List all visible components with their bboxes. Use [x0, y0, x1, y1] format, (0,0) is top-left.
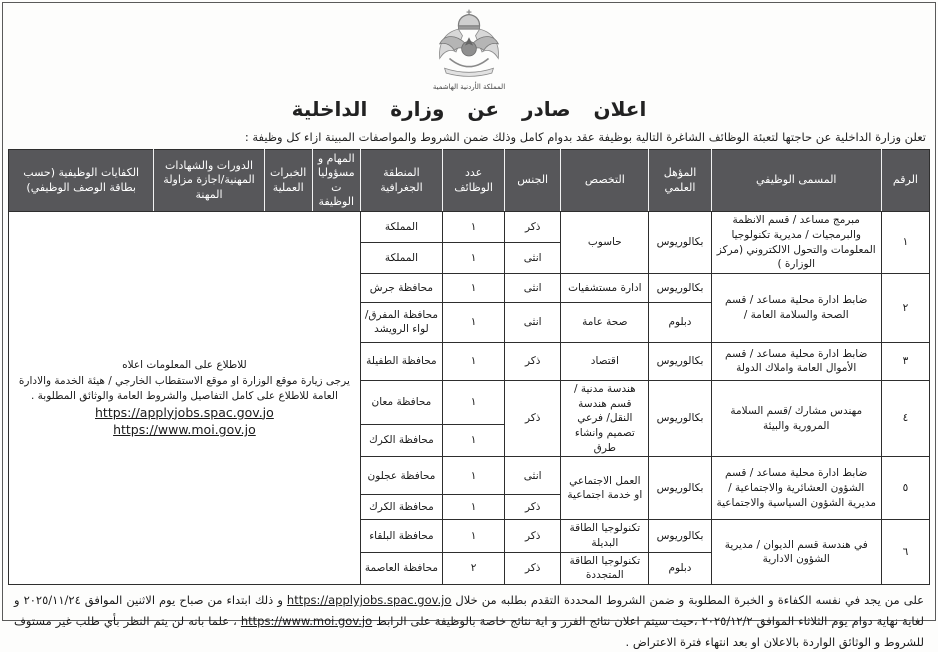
table-cell: بكالوريوس [649, 342, 711, 380]
jordan-coat-of-arms-icon [419, 8, 519, 78]
table-cell: محافظة الكرك [360, 425, 442, 457]
table-cell: ذكر [505, 495, 561, 520]
column-header: عدد الوظائف [443, 150, 505, 212]
table-cell: ذكر [505, 520, 561, 552]
column-header: الدورات والشهادات المهنية/اجازة مزاولة المهنة [154, 150, 264, 212]
table-cell: ١ [443, 212, 505, 243]
table-cell: ٤ [881, 380, 929, 456]
table-cell: محافظة معان [360, 380, 442, 424]
table-cell: ١ [443, 380, 505, 424]
table-cell: ذكر [505, 552, 561, 584]
table-cell: بكالوريوس [649, 380, 711, 456]
moi-footer-link[interactable]: https://www.moi.gov.jo [240, 613, 373, 628]
table-cell: ضابط ادارة محلية مساعد / قسم الصحة والسلامة العامة / [711, 273, 881, 342]
table-cell: ٢ [443, 552, 505, 584]
footer-text-1: على من يجد في نفسه الكفاءة و الخبرة المطلوبة و ضمن الشروط المحددة التقدم بطلبه من خلال [451, 593, 924, 608]
table-cell: ٢ [881, 273, 929, 342]
table-cell: تكنولوجيا الطاقة المتجددة [561, 552, 649, 584]
table-cell: ذكر [505, 212, 561, 243]
table-cell: ١ [443, 495, 505, 520]
footer-paragraph [14, 590, 924, 652]
column-header: الكفايات الوظيفية (حسب بطاقة الوصف الوظيفي) [9, 150, 154, 212]
table-cell: ١ [881, 212, 929, 274]
table-cell: ضابط ادارة محلية مساعد / قسم الأموال العامة واملاك الدولة [711, 342, 881, 380]
table-cell: دبلوم [649, 302, 711, 342]
column-header: الرقم [881, 150, 929, 212]
table-cell: تكنولوجيا الطاقة البديلة [561, 520, 649, 552]
table-cell: المملكة [360, 212, 442, 243]
table-cell: انثى [505, 302, 561, 342]
table-cell: في هندسة قسم الديوان / مديرية الشؤون الادارية [711, 520, 881, 585]
column-header: المنطقة الجغرافية [360, 150, 442, 212]
emblem-block [8, 4, 930, 91]
table-cell: محافظة البلقاء [360, 520, 442, 552]
table-cell: انثى [505, 273, 561, 302]
table-cell: محافظة العاصمة [360, 552, 442, 584]
vacancies-table-head [9, 150, 930, 212]
applyjobs-link[interactable]: https://applyjobs.spac.gov.jo [95, 404, 274, 420]
table-cell: محافظة المفرق/ لواء الرويشد [360, 302, 442, 342]
table-cell: ١ [443, 520, 505, 552]
table-cell: ١ [443, 243, 505, 274]
table-cell: صحة عامة [561, 302, 649, 342]
table-cell: ضابط ادارة محلية مساعد / قسم الشؤون العشائرية والاجتماعية /مديرية الشؤون السياسية والاجتماعية [711, 457, 881, 520]
emblem-caption: المملكة الأردنية الهاشمية [432, 83, 506, 91]
table-cell: حاسوب [561, 212, 649, 274]
info-cell [9, 212, 361, 585]
column-header: الخبرات العملية [264, 150, 312, 212]
table-cell: ذكر [505, 342, 561, 380]
table-cell: ١ [443, 457, 505, 495]
moi-link[interactable]: https://www.moi.gov.jo [113, 422, 256, 438]
footer-text-3: ، علما بانه لن يتم النظر بأي طلب غير مستوف للشروط و الوثائق الواردة بالاعلان او بعد انتهاء فترة الاعتراض . [14, 613, 924, 649]
header-row [9, 150, 930, 212]
table-cell: ١ [443, 342, 505, 380]
table-cell: ١ [443, 425, 505, 457]
applyjobs-footer-link[interactable]: https://applyjobs.spac.gov.jo [286, 593, 452, 608]
table-cell: ١ [443, 302, 505, 342]
table-cell: انثى [505, 243, 561, 274]
table-cell: ١ [443, 273, 505, 302]
table-cell: ٦ [881, 520, 929, 585]
footer-text-2: و ذلك ابتداء من صباح يوم الاثنين الموافق ٢٠٢٥/١١/٢٤ و لغاية نهاية دوام يوم الثلاثاء الموافق ٢٠٢٥/١٢/٢ ،حيث سيتم اعلان نتائج الفرز و اية نتائج خاصة بالوظيفة على الرابط [14, 593, 924, 628]
table-cell: بكالوريوس [649, 212, 711, 274]
table-cell: اقتصاد [561, 342, 649, 380]
table-cell: مبرمج مساعد / قسم الانظمة والبرمجيات / مديرية تكنولوجيا المعلومات والتحول الالكتروني (مركز الوزارة ) [711, 212, 881, 274]
info-line-2: يرجى زيارة موقع الوزارة او موقع الاستقطاب الخارجي / هيئة الخدمة والادارة العامة للاطلاع على كامل التفاصيل والشروط العامة والوثائق المطلوبة . [18, 375, 350, 402]
vacancies-table [8, 149, 930, 585]
table-cell: مهندس مشارك /قسم السلامة المرورية والبيئة [711, 380, 881, 456]
table-row [9, 212, 930, 243]
table-cell: محافظة الطفيلة [360, 342, 442, 380]
table-cell: بكالوريوس [649, 457, 711, 520]
column-header: التخصص [561, 150, 649, 212]
column-header: المؤهل العلمي [649, 150, 711, 212]
table-cell: ادارة مستشفيات [561, 273, 649, 302]
table-cell: المملكة [360, 243, 442, 274]
table-cell: محافظة الكرك [360, 495, 442, 520]
intro-text: تعلن وزارة الداخلية عن حاجتها لتعبئة الوظائف الشاغرة التالية بوظيفة عقد بدوام كامل وذلك ضمن الشروط والمواصفات المبينة ازاء كل وظيفة : [244, 130, 926, 144]
page-title: اعلان صادر عن وزارة الداخلية [291, 97, 647, 121]
table-cell: بكالوريوس [649, 273, 711, 302]
column-header: المهام و مسؤوليات الوظيفة [312, 150, 360, 212]
table-cell: انثى [505, 457, 561, 495]
table-cell: دبلوم [649, 552, 711, 584]
column-header: المسمى الوظيفي [711, 150, 881, 212]
table-cell: ٣ [881, 342, 929, 380]
info-line-1: للاطلاع على المعلومات اعلاه [122, 358, 247, 371]
vacancies-table-body [9, 212, 930, 585]
column-header: الجنس [505, 150, 561, 212]
table-cell: محافظة جرش [360, 273, 442, 302]
table-cell: محافظة عجلون [360, 457, 442, 495]
table-cell: ذكر [505, 380, 561, 456]
table-cell: ٥ [881, 457, 929, 520]
table-cell: بكالوريوس [649, 520, 711, 552]
table-cell: العمل الاجتماعي او خدمة اجتماعية [561, 457, 649, 520]
table-cell: هندسة مدنية / قسم هندسة النقل/ فرعي تصميم وانشاء طرق [561, 380, 649, 456]
